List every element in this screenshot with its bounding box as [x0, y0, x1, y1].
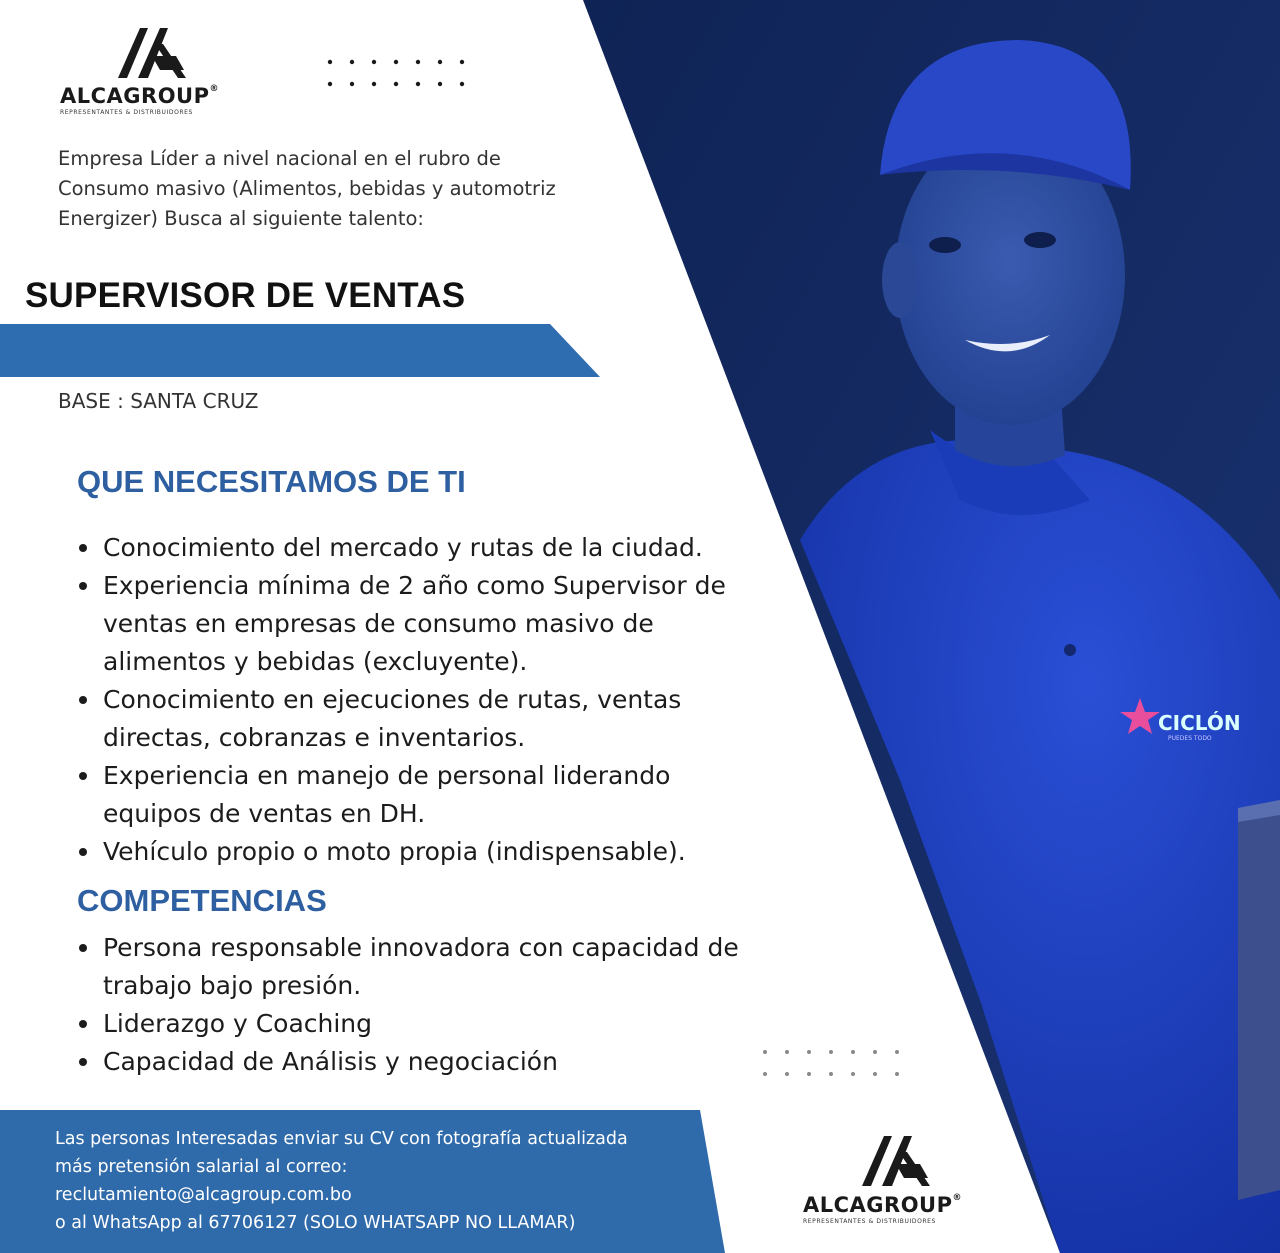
brand-name-top: [60, 84, 219, 108]
registered-mark: ®: [952, 1193, 963, 1203]
dots-top: [328, 60, 464, 86]
footer-line: Las personas Interesadas enviar su CV con fotografía actualizada: [55, 1129, 628, 1149]
list-item: Conocimiento en ejecuciones de rutas, ventas directas, cobranzas e inventarios.: [77, 681, 797, 757]
list-item: Experiencia en manejo de personal liderando equipos de ventas en DH.: [77, 757, 797, 833]
competencies-list: [77, 929, 817, 1081]
list-item: Liderazgo y Coaching: [77, 1005, 817, 1043]
intro-text: [58, 144, 618, 234]
job-title: SUPERVISOR DE VENTAS: [25, 276, 466, 315]
brand-name-bottom: [803, 1193, 962, 1217]
intro-line: Energizer) Busca al siguiente talento:: [58, 207, 424, 230]
list-item: Persona responsable innovadora con capacidad de trabajo bajo presión.: [77, 929, 817, 1005]
footer-contact: [55, 1125, 628, 1237]
list-item: Capacidad de Análisis y negociación: [77, 1043, 817, 1081]
shirt-logo-text: CICLÓN: [1158, 711, 1241, 735]
intro-line: Consumo masivo (Alimentos, bebidas y automotriz: [58, 177, 556, 200]
footer-email[interactable]: reclutamiento@alcagroup.com.bo: [55, 1185, 352, 1205]
title-band: [0, 324, 600, 377]
brand-name-text: ALCAGROUP: [803, 1193, 953, 1217]
footer-whatsapp[interactable]: o al WhatsApp al 67706127 (SOLO WHATSAPP NO LLAMAR): [55, 1213, 576, 1233]
requirements-list: [77, 529, 797, 871]
competencies-heading: COMPETENCIAS: [77, 883, 327, 918]
logo-mark-bottom: [862, 1136, 930, 1186]
logo-mark-top: [118, 28, 186, 78]
list-item: Experiencia mínima de 2 año como Supervisor de ventas en empresas de consumo masivo de alimentos y bebidas (excluyente).: [77, 567, 797, 681]
job-base: BASE : SANTA CRUZ: [58, 389, 259, 413]
footer-line: más pretensión salarial al correo:: [55, 1157, 348, 1177]
brand-tagline-bottom: REPRESENTANTES & DISTRIBUIDORES: [803, 1218, 936, 1225]
brand-name-text: ALCAGROUP: [60, 84, 210, 108]
intro-line: Empresa Líder a nivel nacional en el rubro de: [58, 147, 501, 170]
list-item: Vehículo propio o moto propia (indispensable).: [77, 833, 797, 871]
brand-tagline-top: REPRESENTANTES & DISTRIBUIDORES: [60, 109, 193, 116]
registered-mark: ®: [209, 84, 220, 94]
requirements-heading: QUE NECESITAMOS DE TI: [77, 464, 466, 499]
list-item: Conocimiento del mercado y rutas de la ciudad.: [77, 529, 797, 567]
shirt-logo-tagline: PUEDES TODO: [1168, 735, 1212, 742]
